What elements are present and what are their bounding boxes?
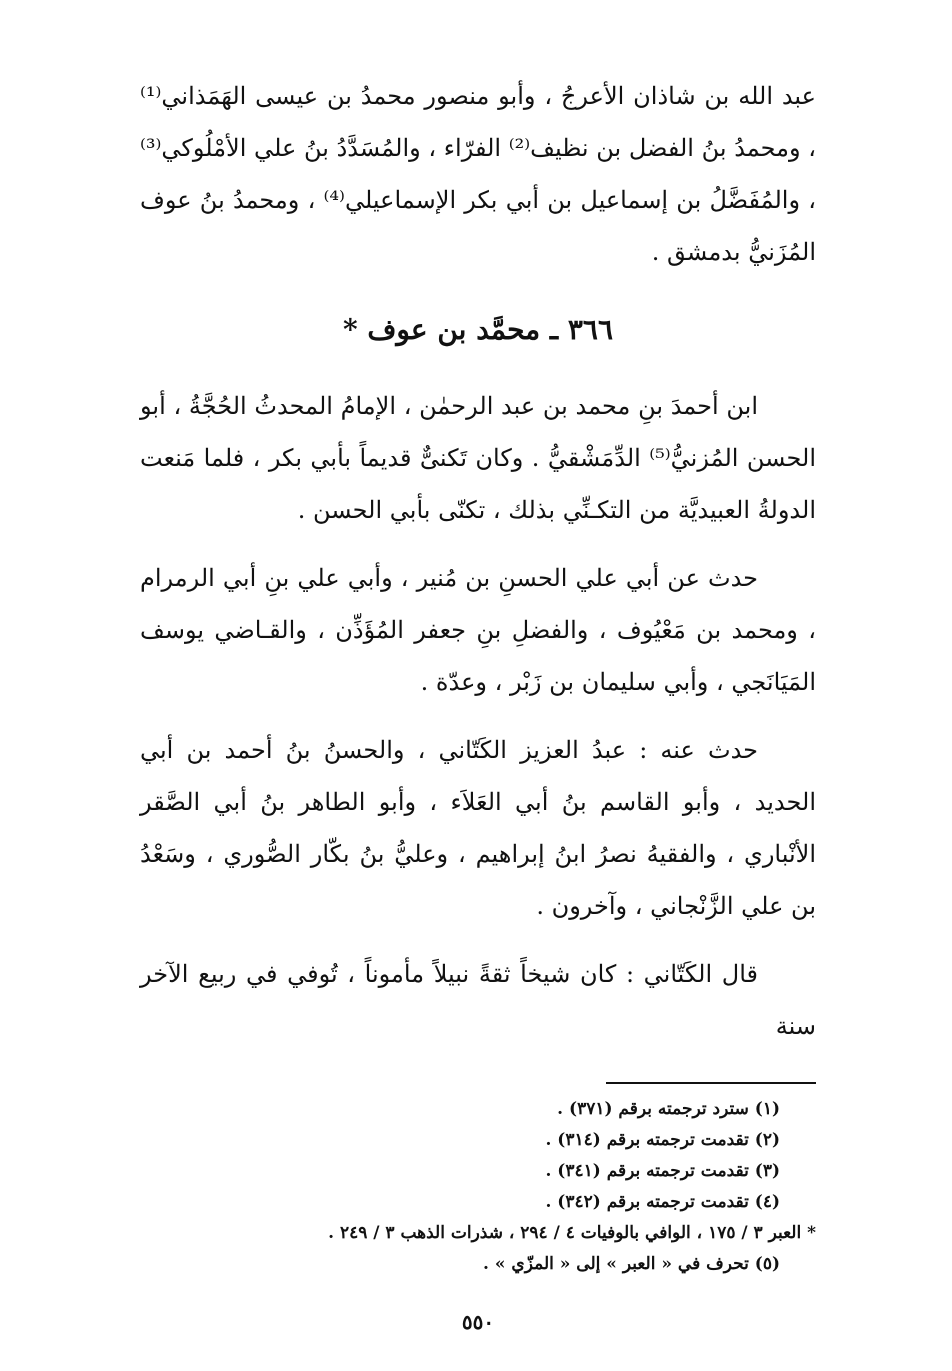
book-page (140, 70, 816, 1334)
footnote-sources: * العبر ٣ / ١٧٥ ، الوافي بالوفيات ٤ / ٢٩٤ ، شذرات الذهب ٣ / ٢٤٩ . (328, 1223, 816, 1243)
entry-title: ٣٦٦ ـ محمَّد بن عوف * (343, 313, 613, 346)
footnote-2: (٢) تقدمت ترجمته برقم (٣١٤) . (545, 1130, 780, 1150)
footnote-divider (606, 1082, 816, 1084)
intro-paragraph: عبد الله بن شاذان الأعرجُ ، وأبو منصور محمدُ بن عيسى الهَمَذاني⁽¹⁾ ، ومحمدُ بنُ الفضل بن نظيف⁽²⁾ الفرّاء ، والمُسَدَّدُ بنُ علي الأمْلُوكي⁽³⁾ ، والمُفَضَّلُ بن إسماعيل بن أبي بكر الإسماعيلي⁽⁴⁾ ، ومحمدُ بنُ عوف المُزَنيُّ بدمشق . (140, 82, 817, 266)
kattani-quote-paragraph: قال الكَتّاني : كان شيخاً ثقةً نبيلاً مأموناً ، تُوفي في ربيع الآخر سنة (140, 960, 816, 1040)
page-number: ٥٥٠ (461, 1310, 495, 1334)
biography-paragraph: ابن أحمدَ بنِ محمد بن عبد الرحمٰن ، الإمامُ المحدثُ الحُجَّةُ ، أبو الحسن المُزنيُّ⁽⁵⁾ الدِّمَشْقيُّ . وكان تَكنىٌّ قديماً بأبي بكر ، فلما مَنعت الدولةُ العبيديَّة من التكـنِّي بذلك ، تكنّى بأبي الحسن . (140, 392, 816, 524)
teachers-paragraph: حدث عن أبي علي الحسنِ بن مُنير ، وأبي علي بنِ أبي الرمرام ، ومحمد بن مَعْيُوف ، والفضلِ بنِ جعفر المُؤَذِّن ، والقـاضي يوسف المَيَانَجي ، وأبي سليمان بن زَبْر ، وعدّة . (140, 564, 816, 696)
students-paragraph: حدث عنه : عبدُ العزيز الكَتّاني ، والحسنُ بنُ أحمد بن أبي الحديد ، وأبو القاسم بنُ أبي العَلاَء ، وأبو الطاهر بنُ أبي الصَّقر الأنْباري ، والفقيهُ نصرُ ابنُ إبراهيم ، وعليُّ بنُ بكّار الصُّوري ، وسَعْدُ بن علي الزَّنْجاني ، وآخرون . (140, 736, 816, 920)
footnote-4: (٤) تقدمت ترجمته برقم (٣٤٢) . (545, 1192, 780, 1212)
footnote-3: (٣) تقدمت ترجمته برقم (٣٤١) . (545, 1161, 780, 1181)
footnote-5: (٥) تحرف في « العبر » إلى « المزّي » . (483, 1254, 780, 1274)
footnote-1: (١) سترد ترجمته برقم (٣٧١) . (557, 1099, 780, 1119)
footnotes (140, 1094, 816, 1280)
